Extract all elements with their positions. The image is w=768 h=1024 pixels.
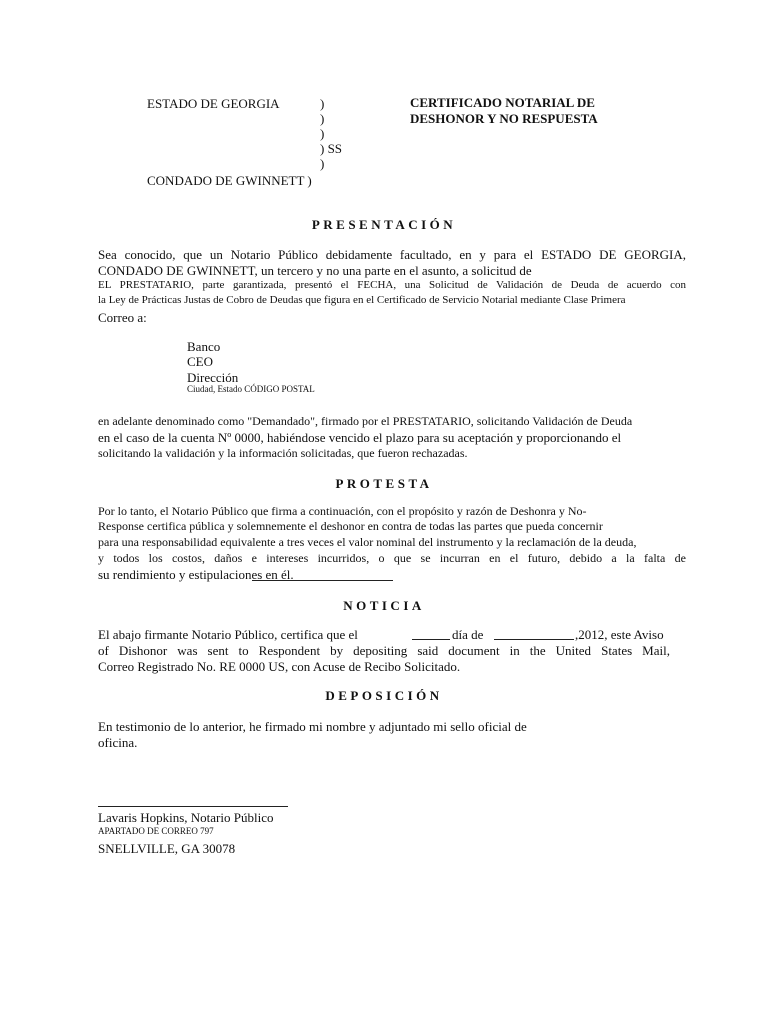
address-ceo: CEO — [187, 354, 213, 369]
caption-ss: ) SS — [320, 141, 343, 156]
section-heading-noticia: NOTICIA — [343, 598, 425, 613]
presentacion-line-1: Sea conocido, que un Notario Público debidamente facultado, en y para el ESTADO DE GEORGIA, — [98, 247, 686, 262]
section-heading-protesta: PROTESTA — [335, 476, 433, 491]
caption-paren: ) — [320, 96, 325, 111]
demandado-line-1: en adelante denominado como "Demandado", firmado por el PRESTATARIO, solicitando Validación de Deuda — [98, 414, 633, 428]
address-direction: Dirección — [187, 370, 239, 385]
noticia-line-1b: día de — [452, 627, 484, 642]
caption-paren: ) — [320, 111, 325, 126]
state-label: ESTADO DE GEORGIA — [147, 96, 280, 111]
signature-line — [98, 806, 288, 807]
notary-po-box: APARTADO DE CORREO 797 — [98, 826, 214, 836]
demandado-line-3: solicitando la validación y la información solicitadas, que fueron rechazadas. — [98, 446, 468, 460]
protesta-line-4: y todos los costos, daños e intereses incurridos, o que se incurran en el futuro, debido a la falta de — [98, 551, 686, 565]
month-blank — [494, 639, 574, 640]
county-label: CONDADO DE GWINNETT ) — [147, 173, 312, 188]
presentacion-line-5: Correo a: — [98, 310, 147, 325]
protesta-line-2: Response certifica pública y solemnemente el deshonor en contra de todas las partes que pueda concernir — [98, 519, 603, 533]
noticia-line-2: of Dishonor was sent to Respondent by depositing said document in the United States Mail, — [98, 643, 670, 658]
protesta-underline — [252, 580, 393, 581]
presentacion-line-4: la Ley de Prácticas Justas de Cobro de Deudas que figura en el Certificado de Servicio Notarial mediante Clase Primera — [98, 294, 626, 306]
document-title-line1: CERTIFICADO NOTARIAL DE — [410, 95, 595, 110]
caption-paren: ) — [320, 156, 325, 171]
noticia-line-1c: ,2012, este Aviso — [575, 627, 664, 642]
presentacion-line-2: CONDADO DE GWINNETT, un tercero y no una parte en el asunto, a solicitud de — [98, 263, 532, 278]
notary-name: Lavaris Hopkins, Notario Público — [98, 810, 274, 825]
address-bank: Banco — [187, 339, 221, 354]
section-heading-presentacion: PRESENTACIÓN — [311, 217, 457, 232]
deposicion-line-1: En testimonio de lo anterior, he firmado mi nombre y adjuntado mi sello oficial de — [98, 719, 527, 734]
noticia-line-3: Correo Registrado No. RE 0000 US, con Acuse de Recibo Solicitado. — [98, 659, 461, 674]
demandado-line-2: en el caso de la cuenta Nº 0000, habiéndose vencido el plazo para su aceptación y proporcionando el — [98, 430, 622, 445]
notary-city: SNELLVILLE, GA 30078 — [98, 841, 236, 856]
document-title-line2: DESHONOR Y NO RESPUESTA — [410, 111, 598, 126]
day-blank — [412, 639, 450, 640]
address-city: Ciudad, Estado CÓDIGO POSTAL — [187, 384, 315, 394]
protesta-line-1: Por lo tanto, el Notario Público que firma a continuación, con el propósito y razón de Deshonra y No- — [98, 504, 587, 518]
caption-paren: ) — [320, 126, 325, 141]
protesta-line-3: para una responsabilidad equivalente a tres veces el valor nominal del instrumento y la reclamación de la deuda, — [98, 535, 637, 549]
presentacion-line-3: EL PRESTATARIO, parte garantizada, presentó el FECHA, una Solicitud de Validación de Deuda de acuerdo con — [98, 279, 686, 291]
noticia-line-1a: El abajo firmante Notario Público, certifica que el — [98, 627, 358, 642]
deposicion-line-2: oficina. — [98, 735, 138, 750]
protesta-line-5: su rendimiento y estipulaciones en él. — [98, 567, 294, 582]
section-heading-deposicion: DEPOSICIÓN — [325, 688, 443, 703]
